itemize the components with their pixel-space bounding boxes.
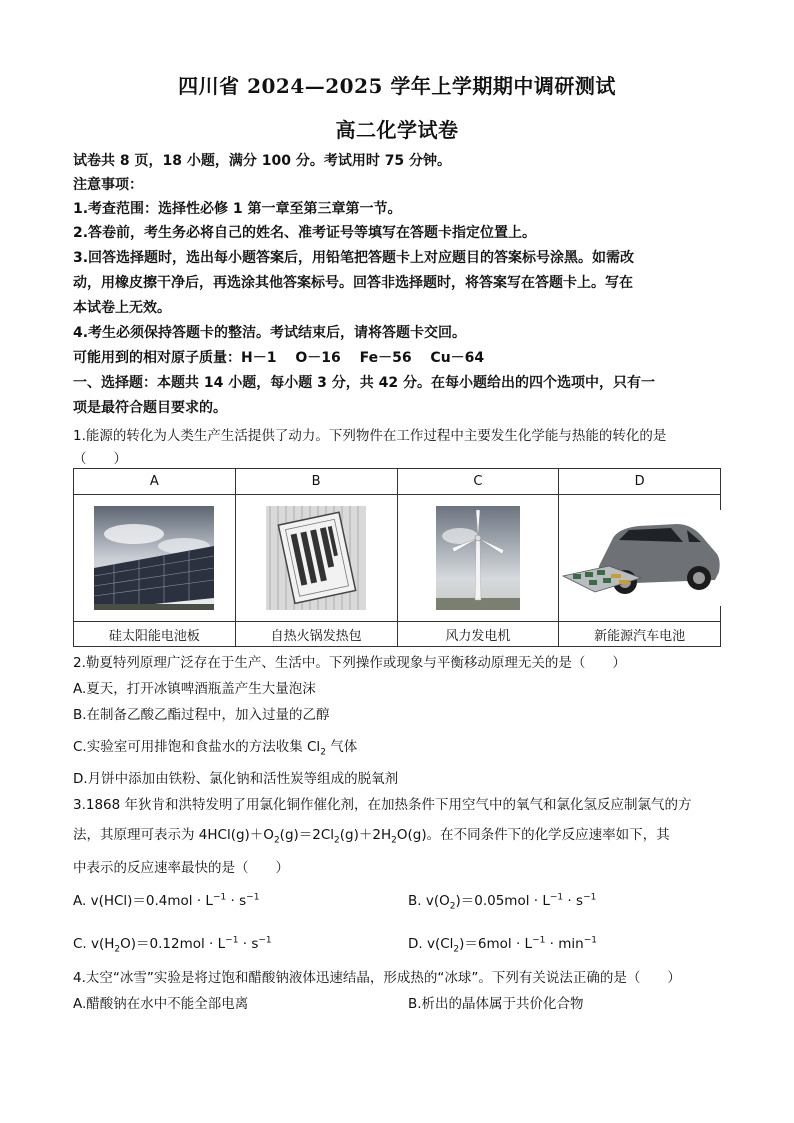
notice-1: 1.考查范围：选择性必修 1 第一章至第三章第一节。 — [73, 201, 402, 217]
caption-d: 新能源汽车电池 — [559, 622, 721, 647]
wind-turbine-image — [436, 506, 520, 610]
caption-c: 风力发电机 — [397, 622, 559, 647]
q4-option-a: A.醋酸钠在水中不能全部电离 — [73, 996, 249, 1012]
option-letter-c: C — [397, 469, 559, 495]
q3-line-2: 法，其原理可表示为 $4HCl(g)+O_2(g)=2Cl_2(g)+2H_2O(g)$。在不同条件下的化学反应速率如下，其 — [73, 827, 670, 846]
q2-option-d: D.月饼中添加由铁粉、氯化钠和活性炭等组成的脱氧剂 — [73, 771, 399, 787]
q1-stem: 1.能源的转化为人类生产生活提供了动力。下列物件在工作过程中主要发生化学能与热能的转化的是 — [73, 428, 667, 444]
heating-pack-image — [266, 506, 366, 610]
q4-stem: 4.太空“冰雪”实验是将过饱和醋酸钠液体迅速结晶，形成热的“冰球”。下列有关说法正确的是（ ） — [73, 970, 681, 986]
q1-options-table — [73, 468, 721, 647]
ev-car-image — [559, 510, 723, 606]
q2-option-b: B.在制备乙酸乙酯过程中，加入过量的乙醇 — [73, 707, 330, 723]
q3-option-c: C. $v(H_2O)=0.12mol \cdot L^{-1} \cdot s^{-1}$ — [73, 935, 272, 955]
q2-option-c: C.实验室可用排饱和食盐水的方法收集 $Cl_2$ 气体 — [73, 739, 358, 758]
caption-b: 自热火锅发热包 — [235, 622, 397, 647]
q3-option-a: A. $v(HCl)=0.4mol \cdot L^{-1} \cdot s^{-1}$ — [73, 892, 260, 909]
notice-4: 4.考生必须保持答题卡的整洁。考试结束后，请将答题卡交回。 — [73, 325, 467, 341]
q3-option-b: B. $v(O_2)=0.05mol \cdot L^{-1} \cdot s^{-1}$ — [408, 892, 597, 912]
section-heading-a: 一、选择题：本题共 14 小题，每小题 3 分，共 42 分。在每小题给出的四个选项中，只有一 — [73, 375, 655, 391]
q2-stem: 2.勒夏特列原理广泛存在于生产、生活中。下列操作或现象与平衡移动原理无关的是（ ） — [73, 655, 626, 671]
caption-a: 硅太阳能电池板 — [74, 622, 236, 647]
option-letter-d: D — [559, 469, 721, 495]
notice-3b: 动，用橡皮擦干净后，再选涂其他答案标号。回答非选择题时，将答案写在答题卡上。写在 — [73, 275, 633, 291]
q1-blank: （ ） — [73, 451, 127, 467]
q3-option-d: D. $v(Cl_2)=6mol \cdot L^{-1} \cdot \min^{-1}$ — [408, 935, 597, 955]
solar-panel-image — [94, 506, 214, 610]
notice-heading: 注意事项： — [73, 177, 143, 193]
exam-summary: 试卷共 8 页，18 小题，满分 100 分。考试用时 75 分钟。 — [73, 153, 452, 169]
atomic-mass-line: 可能用到的相对原子质量：H－1 O－16 Fe－56 Cu－64 — [73, 350, 485, 366]
exam-title: 四川省 2024—2025 学年上学期期中调研测试 — [178, 74, 616, 98]
q4-option-b: B.析出的晶体属于共价化合物 — [408, 996, 584, 1012]
notice-2: 2.答卷前，考生务必将自己的姓名、准考证号等填写在答题卡指定位置上。 — [73, 225, 537, 241]
option-letter-a: A — [74, 469, 236, 495]
q2-option-a: A.夏天，打开冰镇啤酒瓶盖产生大量泡沫 — [73, 681, 316, 697]
exam-subtitle: 高二化学试卷 — [335, 118, 459, 142]
notice-3c: 本试卷上无效。 — [73, 300, 171, 316]
option-letter-b: B — [235, 469, 397, 495]
notice-3a: 3.回答选择题时，选出每小题答案后，用铅笔把答题卡上对应题目的答案标号涂黑。如需改 — [73, 250, 635, 266]
section-heading-b: 项是最符合题目要求的。 — [73, 400, 227, 416]
q3-line-1: 3.1868 年狄肯和洪特发明了用氯化铜作催化剂，在加热条件下用空气中的氧气和氯化氢反应制氯气的方 — [73, 797, 692, 813]
q3-line-3: 中表示的反应速率最快的是（ ） — [73, 860, 289, 876]
